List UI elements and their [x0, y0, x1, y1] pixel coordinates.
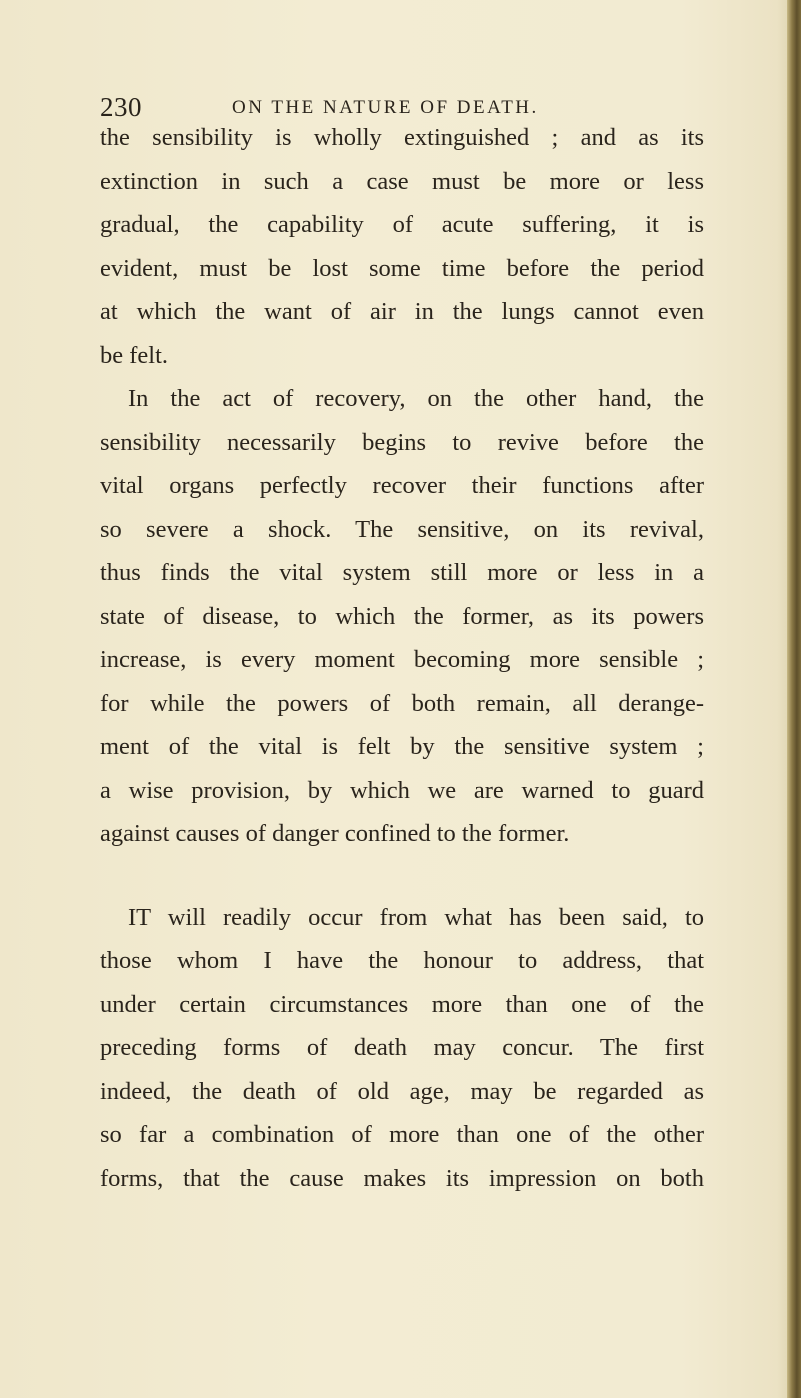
paragraph-1 — [100, 116, 704, 377]
running-head: ON THE NATURE OF DEATH. — [232, 97, 539, 118]
text-line: be felt. — [100, 341, 169, 369]
text-line: gradual, the capability of acute suffering, it is — [100, 211, 704, 238]
text-line: at which the want of air in the lungs cannot even — [100, 298, 704, 325]
text-line: those whom I have the honour to address, that — [100, 947, 704, 974]
text-line: so severe a shock. The sensitive, on its revival, — [100, 515, 704, 543]
body-text — [100, 116, 704, 1200]
text-line: evident, must be lost some time before the period — [100, 254, 704, 282]
text-line: forms, that the cause makes its impression on both — [100, 1164, 704, 1192]
text-line: the sensibility is wholly extinguished ; and as its — [100, 124, 704, 151]
text-line: so far a combination of more than one of the other — [100, 1121, 704, 1148]
paragraph-3 — [100, 896, 704, 1201]
paragraph-2 — [100, 377, 704, 856]
text-line: indeed, the death of old age, may be regarded as — [100, 1077, 704, 1105]
text-line: increase, is every moment becoming more sensible ; — [100, 646, 704, 673]
text-line: IT will readily occur from what has been said, to — [128, 903, 704, 931]
text-line: In the act of recovery, on the other hand, the — [128, 385, 704, 412]
text-line: preceding forms of death may concur. The first — [100, 1034, 704, 1061]
binding-edge — [787, 0, 801, 1398]
text-line: against causes of danger confined to the former. — [100, 820, 570, 847]
text-line: vital organs perfectly recover their functions after — [100, 472, 704, 499]
page-number: 230 — [100, 92, 142, 122]
text-line: a wise provision, by which we are warned to guard — [100, 776, 704, 804]
text-line: ment of the vital is felt by the sensitive system ; — [100, 733, 704, 760]
text-line: state of disease, to which the former, as its powers — [100, 602, 704, 630]
text-line: under certain circumstances more than one of the — [100, 990, 704, 1018]
section-break — [100, 856, 704, 896]
text-line: extinction in such a case must be more or less — [100, 167, 704, 195]
text-line: sensibility necessarily begins to revive before the — [100, 428, 704, 456]
text-line: thus finds the vital system still more or less in a — [100, 559, 704, 586]
text-line: for while the powers of both remain, all derange- — [100, 689, 704, 717]
